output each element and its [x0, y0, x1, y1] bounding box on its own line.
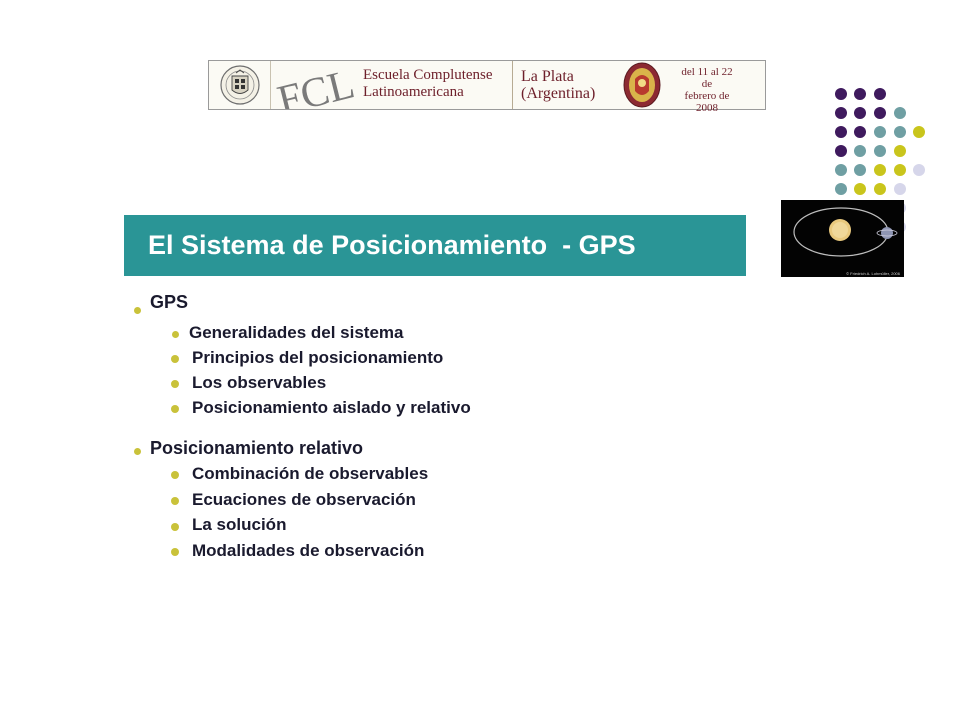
orbit-illustration — [781, 200, 904, 277]
section-heading-posicionamiento-relativo: Posicionamiento relativo — [150, 438, 364, 458]
city-emblem-icon — [617, 61, 667, 109]
dot-row-5 — [835, 164, 925, 176]
bullet-icon — [171, 497, 179, 505]
bullet-icon — [171, 405, 179, 413]
bullet-icon — [171, 380, 179, 388]
title-bar — [124, 215, 746, 276]
dot-row-3 — [835, 126, 925, 138]
dot-row-1 — [835, 88, 886, 100]
school-name-line2: Latinoamericana — [363, 84, 464, 100]
school-name — [357, 61, 513, 109]
dot-row-4 — [835, 145, 906, 157]
location-city: La Plata — [521, 68, 574, 85]
bullet-icon — [171, 523, 179, 531]
list-item: Modalidades de observación — [192, 541, 425, 560]
dot-row-6 — [835, 183, 906, 195]
bullet-icon — [134, 307, 141, 314]
bullet-icon — [171, 548, 179, 556]
planet-icon — [881, 227, 893, 239]
section-heading-gps: GPS — [150, 292, 189, 312]
list-item: Ecuaciones de observación — [192, 490, 416, 509]
header-banner — [208, 60, 766, 114]
location-country: (Argentina) — [521, 85, 596, 102]
event-location — [513, 61, 617, 109]
event-dates — [667, 61, 765, 114]
dates-line2: febrero de — [684, 90, 730, 102]
university-seal-icon — [209, 61, 271, 109]
bullet-icon — [171, 355, 179, 363]
bullet-icon — [134, 448, 141, 455]
list-item: Generalidades del sistema — [189, 323, 404, 342]
svg-text:FCL: FCL — [273, 61, 357, 109]
list-item: La solución — [192, 515, 287, 534]
fcl-logo — [271, 61, 357, 109]
bullet-icon — [172, 331, 179, 338]
bullet-icon — [171, 471, 179, 479]
list-item: Principios del posicionamiento — [192, 348, 444, 367]
image-credit: © Friedrich A. Lohmüller, 2006 — [846, 271, 900, 276]
slide-title: El Sistema de Posicionamiento - GPS — [148, 230, 636, 260]
school-name-line1: Escuela Complutense — [363, 67, 493, 83]
dot-row-2 — [835, 107, 906, 119]
list-item: Los observables — [192, 373, 327, 392]
dates-line3: 2008 — [696, 102, 718, 114]
list-item: Posicionamiento aislado y relativo — [192, 398, 471, 417]
dates-line1: del 11 al 22 de — [681, 66, 733, 90]
list-item: Combinación de observables — [192, 464, 429, 483]
